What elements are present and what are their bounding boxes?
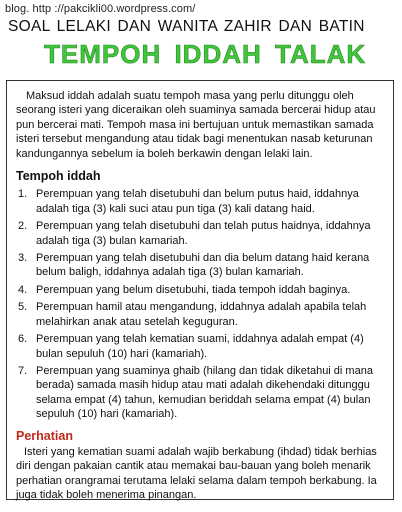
list-item-number: 6. [18, 333, 28, 346]
page-title: TEMPOH IDDAH TALAK [44, 39, 367, 69]
blog-url: blog. http ://pakcikli00.wordpress.com/ [5, 3, 196, 15]
content-box [6, 80, 394, 500]
series-heading: SOAL LELAKI DAN WANITA ZAHIR DAN BATIN [8, 18, 365, 35]
list-item-number: 4. [18, 283, 28, 296]
list-item-number: 5. [18, 301, 28, 314]
iddah-list [16, 187, 384, 421]
list-item-text: Perempuan yang suaminya ghaib (hilang dan tidak diketahui di mana berada) samada masih hidup atau mati adalah dikehendaki ditunggu selama empat (4) tahun, kemudian beriddah selama empat (4) bulan sepuluh (10) hari (kamariah). [36, 364, 373, 421]
section-title-tempoh-iddah: Tempoh iddah [16, 169, 101, 184]
list-item-text: Perempuan yang telah disetubuhi dan telah putus haidnya, iddahnya adalah tiga (3) bulan kamariah. [36, 220, 371, 247]
list-item [16, 283, 384, 297]
list-item-number: 3. [18, 252, 28, 265]
list-item [16, 364, 384, 422]
intro-paragraph: Maksud iddah adalah suatu tempoh masa yang perlu ditunggu oleh seorang isteri yang diceraikan oleh suaminya samada bercerai hidup atau pun bercerai mati. Tempoh masa ini bertujuan untuk memastikan samada isteri tersebut mengandung atau tidak bagi menentukan nasab keturunan kandungannya sebelum ia boleh berkawin dengan lelaki lain. [16, 90, 376, 160]
list-item [16, 187, 384, 216]
list-item-number: 7. [18, 364, 28, 377]
list-item-number: 1. [18, 188, 28, 201]
list-item-text: Perempuan yang telah kematian suami, iddahnya adalah empat (4) bulan sepuluh (10) hari (kamariah). [36, 333, 364, 360]
list-item [16, 251, 384, 280]
list-item-text: Perempuan yang belum disetubuhi, tiada tempoh iddah baginya. [36, 283, 351, 296]
list-item-number: 2. [18, 220, 28, 233]
list-item-text: Perempuan yang telah disetubuhi dan belum putus haid, iddahnya adalah tiga (3) kali suci atau pun tiga (3) kali datang haid. [36, 188, 359, 215]
list-item [16, 332, 384, 361]
perhatian-paragraph: Isteri yang kematian suami adalah wajib berkabung (ihdad) tidak berhias diri dengan pakaian cantik atau memakai bau-bauan yang boleh menarik perhatian orangramai terutama lelaki selama dalam tempoh berkabung. Ia juga tidak boleh menerima pinangan. [16, 445, 377, 502]
perhatian-title: Perhatian [16, 428, 73, 443]
list-item [16, 300, 384, 329]
list-item-text: Perempuan yang telah disetubuhi dan dia belum datang haid kerana belum baligh, iddahnya adalah tiga (3) bulan kamariah. [36, 252, 370, 279]
list-item [16, 219, 384, 248]
list-item-text: Perempuan hamil atau mengandung, iddahnya adalah apabila telah melahirkan anak atau setelah keguguran. [36, 301, 367, 328]
